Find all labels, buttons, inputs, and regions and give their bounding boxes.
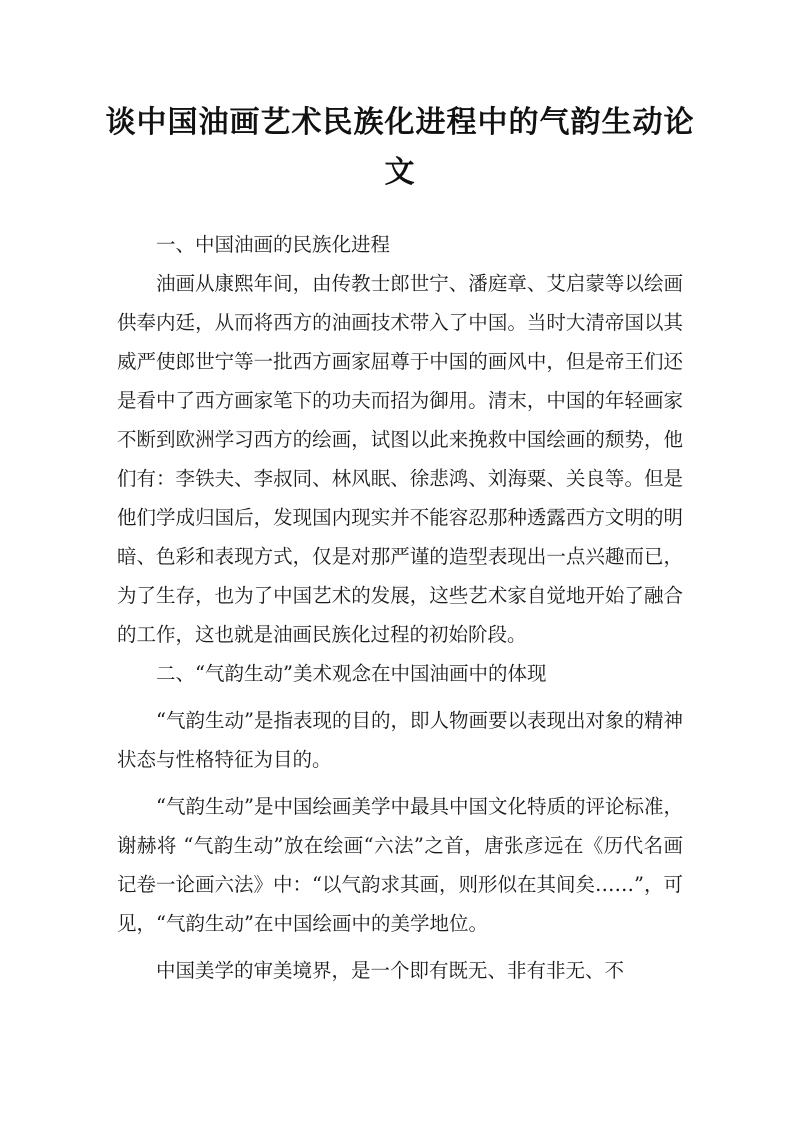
section-heading-1: 一、中国油画的民族化进程 [156, 233, 391, 256]
document-body [117, 225, 683, 990]
section-heading-2: 二、“气韵生动”美术观念在中国油画中的体现 [156, 662, 547, 685]
paragraph-1: 油画从康熙年间，由传教士郎世宁、潘庭章、艾启蒙等以绘画供奉内廷，从而将西方的油画技术带入了中国。当时大清帝国以其威严使郎世宁等一批西方画家屈尊于中国的画风中，但是帝王们还是看中了西方画家笔下的功夫而招为御用。清末，中国的年轻画家不断到欧洲学习西方的绘画，试图以此来挽救中国绘画的颓势，他们有：李铁夫、李叔同、林风眠、徐悲鸿、刘海粟、关良等。但是他们学成归国后，发现国内现实并不能容忍那种透露西方文明的明暗、色彩和表现方式，仅是对那严谨的造型表现出一点兴趣而已，为了生存，也为了中国艺术的发展，这些艺术家自觉地开始了融合的工作，这也就是油画民族化过程的初始阶段。 [117, 272, 683, 646]
paragraph-2: “气韵生动”是指表现的目的，即人物画要以表现出对象的精神状态与性格特征为目的。 [117, 709, 683, 771]
paragraph-4: 中国美学的审美境界，是一个即有既无、非有非无、不 [156, 959, 625, 982]
paragraph-3: “气韵生动”是中国绘画美学中最具中国文化特质的评论标准，谢赫将 “气韵生动”放在绘画“六法”之首，唐张彦远在《历代名画记卷一论画六法》中：“以气韵求其画，则形似在其间矣……”，可见，“气韵生动”在中国绘画中的美学地位。 [117, 795, 683, 935]
document-title: 谈中国油画艺术民族化进程中的气韵生动论文 [105, 105, 695, 190]
